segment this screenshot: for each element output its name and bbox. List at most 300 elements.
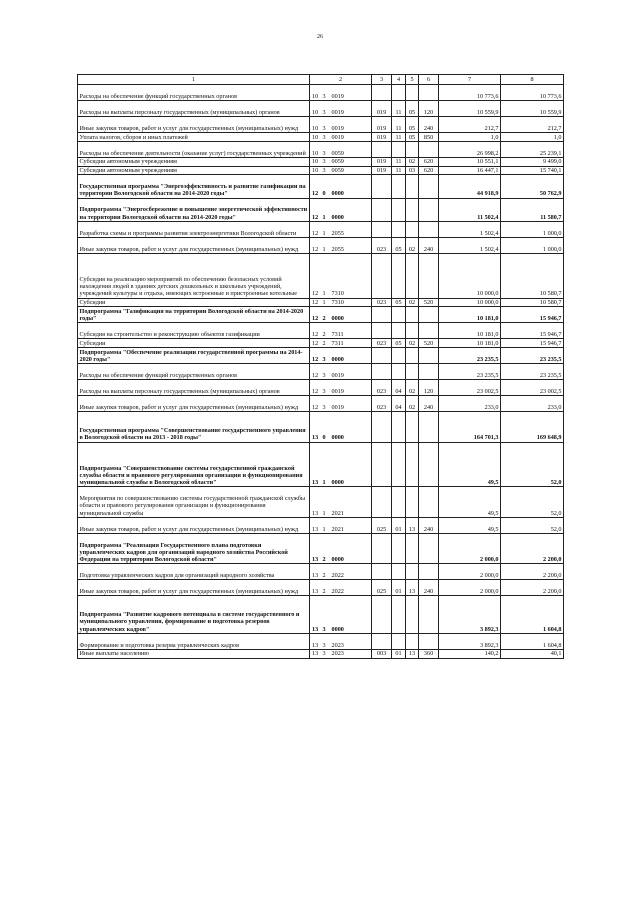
table-row — [78, 221, 564, 237]
row-value-col8-cell: 52,0 — [501, 517, 564, 533]
row-csr-subprogram-cell: 1 — [321, 442, 330, 487]
row-csr-subprogram-cell: 2 — [321, 564, 330, 580]
row-name-cell: Государственная программа "Энергоэффективность и развитие газификации на территории Вологодской области на 2014-2020 годы" — [78, 175, 310, 198]
row-csr-program-cell: 10 — [310, 117, 321, 133]
row-name-cell: Субсидия на реализацию мероприятий по обеспечению безопасных условий нахождения людей в зданиях детских дошкольных и школьных учреждений, учреждений культуры и отдыха, имеющих встроенные и пристроенные котельные — [78, 253, 310, 298]
row-ved-cell: 023 — [372, 396, 392, 412]
row-csr-program-cell: 12 — [310, 175, 321, 198]
row-name-cell: Иные закупки товаров, работ и услуг для государственных (муниципальных) нужд — [78, 580, 310, 596]
row-vr-cell — [419, 533, 439, 563]
row-pr-cell — [406, 533, 419, 563]
row-ved-cell — [372, 253, 392, 298]
header-col-5: 5 — [406, 75, 419, 85]
row-name-cell: Субсидия на строительство и реконструкцию объектов газификации — [78, 323, 310, 339]
row-csr-program-cell: 13 — [310, 442, 321, 487]
row-value-col8-cell: 1 000,0 — [501, 237, 564, 253]
row-name-cell: Подпрограмма "Реализация Государственного плана подготовки управленческих кадров для организаций народного хозяйства Российской Федерации на территории Вологодской области" — [78, 533, 310, 563]
row-ved-cell: 019 — [372, 117, 392, 133]
table-row — [78, 364, 564, 380]
row-value-col7-cell: 212,7 — [439, 117, 501, 133]
row-pr-cell: 02 — [406, 237, 419, 253]
table-row — [78, 442, 564, 487]
row-ved-cell — [372, 442, 392, 487]
row-pr-cell: 13 — [406, 649, 419, 658]
row-rz-cell — [392, 348, 406, 364]
table-row — [78, 237, 564, 253]
row-csr-program-cell: 13 — [310, 649, 321, 658]
row-rz-cell: 05 — [392, 298, 406, 307]
row-csr-program-cell: 13 — [310, 517, 321, 533]
row-name-cell: Иные закупки товаров, работ и услуг для государственных (муниципальных) нужд — [78, 117, 310, 133]
row-csr-subprogram-cell: 0 — [321, 175, 330, 198]
row-vr-cell — [419, 596, 439, 634]
row-vr-cell — [419, 253, 439, 298]
row-csr-subprogram-cell: 3 — [321, 649, 330, 658]
row-name-cell: Подпрограмма "Совершенствование системы государственной гражданской службы области и правового регулирования организации и функционирования муниципальной службы в Вологодской области" — [78, 442, 310, 487]
row-value-col7-cell: 49,5 — [439, 517, 501, 533]
row-csr-program-cell: 10 — [310, 166, 321, 175]
row-csr-subprogram-cell: 1 — [321, 517, 330, 533]
row-csr-subprogram-cell: 1 — [321, 487, 330, 517]
row-csr-program-cell: 12 — [310, 307, 321, 323]
row-csr-subprogram-cell: 2 — [321, 339, 330, 348]
row-value-col7-cell: 10 551,1 — [439, 157, 501, 166]
row-name-cell: Субсидии автономным учреждениям — [78, 157, 310, 166]
row-csr-code-cell: 7310 — [330, 253, 372, 298]
row-name-cell: Субсидии автономным учреждениям — [78, 166, 310, 175]
header-col-4: 4 — [392, 75, 406, 85]
row-pr-cell: 03 — [406, 166, 419, 175]
row-rz-cell: 11 — [392, 157, 406, 166]
row-ved-cell — [372, 633, 392, 649]
row-value-col8-cell: 52,0 — [501, 442, 564, 487]
row-csr-code-cell: 0059 — [330, 141, 372, 157]
row-value-col7-cell: 16 447,1 — [439, 166, 501, 175]
row-rz-cell: 01 — [392, 649, 406, 658]
row-csr-program-cell: 10 — [310, 133, 321, 142]
table-row — [78, 580, 564, 596]
row-value-col7-cell: 2 000,0 — [439, 580, 501, 596]
row-csr-program-cell: 13 — [310, 596, 321, 634]
row-csr-code-cell: 0000 — [330, 596, 372, 634]
row-csr-subprogram-cell: 1 — [321, 198, 330, 221]
row-vr-cell: 240 — [419, 117, 439, 133]
table-row — [78, 412, 564, 442]
row-value-col8-cell: 23 235,5 — [501, 348, 564, 364]
row-pr-cell — [406, 348, 419, 364]
row-value-col8-cell: 2 200,0 — [501, 564, 564, 580]
row-pr-cell — [406, 442, 419, 487]
row-ved-cell — [372, 348, 392, 364]
row-pr-cell — [406, 364, 419, 380]
row-ved-cell: 023 — [372, 380, 392, 396]
row-value-col8-cell: 9 499,0 — [501, 157, 564, 166]
row-value-col7-cell: 2 000,0 — [439, 564, 501, 580]
table-row — [78, 633, 564, 649]
row-name-cell: Подпрограмма "Развитие кадрового потенциала в системе государственного и муниципального управления, формирование и подготовка резервов управленческих кадров" — [78, 596, 310, 634]
row-csr-code-cell: 7310 — [330, 298, 372, 307]
row-rz-cell: 05 — [392, 339, 406, 348]
row-csr-program-cell: 12 — [310, 253, 321, 298]
row-ved-cell — [372, 533, 392, 563]
row-csr-program-cell: 12 — [310, 396, 321, 412]
row-csr-program-cell: 13 — [310, 487, 321, 517]
row-ved-cell — [372, 221, 392, 237]
row-csr-code-cell: 2022 — [330, 564, 372, 580]
row-pr-cell: 02 — [406, 157, 419, 166]
row-rz-cell: 11 — [392, 133, 406, 142]
row-rz-cell — [392, 412, 406, 442]
row-csr-code-cell: 7311 — [330, 323, 372, 339]
row-value-col8-cell: 2 200,0 — [501, 580, 564, 596]
row-csr-subprogram-cell: 1 — [321, 221, 330, 237]
row-csr-subprogram-cell: 3 — [321, 157, 330, 166]
row-name-cell: Формирование и подготовка резерва управленческих кадров — [78, 633, 310, 649]
header-col-1: 1 — [78, 75, 310, 85]
row-name-cell: Уплата налогов, сборов и иных платежей — [78, 133, 310, 142]
row-ved-cell — [372, 412, 392, 442]
row-csr-program-cell: 12 — [310, 298, 321, 307]
row-value-col7-cell: 26 998,2 — [439, 141, 501, 157]
row-pr-cell — [406, 412, 419, 442]
row-name-cell: Подпрограмма "Газификация на территории Вологодской области на 2014-2020 годы" — [78, 307, 310, 323]
row-value-col7-cell: 23 235,5 — [439, 348, 501, 364]
table-row — [78, 141, 564, 157]
row-name-cell: Расходы на обеспечение деятельности (оказание услуг) государственных учреждений — [78, 141, 310, 157]
row-ved-cell — [372, 487, 392, 517]
row-value-col7-cell: 10 181,0 — [439, 323, 501, 339]
row-value-col7-cell: 164 701,3 — [439, 412, 501, 442]
row-ved-cell — [372, 85, 392, 101]
row-rz-cell — [392, 221, 406, 237]
row-vr-cell — [419, 487, 439, 517]
row-vr-cell — [419, 141, 439, 157]
row-csr-subprogram-cell: 3 — [321, 380, 330, 396]
row-vr-cell — [419, 412, 439, 442]
row-ved-cell: 025 — [372, 580, 392, 596]
row-pr-cell — [406, 633, 419, 649]
row-ved-cell — [372, 596, 392, 634]
row-value-col8-cell: 1,0 — [501, 133, 564, 142]
row-rz-cell — [392, 364, 406, 380]
row-value-col7-cell: 23 235,5 — [439, 364, 501, 380]
row-csr-program-cell: 12 — [310, 198, 321, 221]
row-name-cell: Подготовка управленческих кадров для организаций народного хозяйства — [78, 564, 310, 580]
row-vr-cell: 120 — [419, 101, 439, 117]
table-body — [78, 85, 564, 659]
row-vr-cell: 850 — [419, 133, 439, 142]
budget-table — [77, 74, 564, 659]
row-csr-subprogram-cell: 1 — [321, 298, 330, 307]
table-row — [78, 175, 564, 198]
row-csr-subprogram-cell: 3 — [321, 348, 330, 364]
row-csr-code-cell: 2055 — [330, 221, 372, 237]
row-value-col8-cell: 10 580,7 — [501, 253, 564, 298]
row-pr-cell: 05 — [406, 133, 419, 142]
row-vr-cell: 520 — [419, 339, 439, 348]
row-csr-code-cell: 0000 — [330, 198, 372, 221]
table-row — [78, 564, 564, 580]
page-number: 26 — [317, 34, 323, 40]
row-csr-code-cell: 0000 — [330, 348, 372, 364]
row-csr-subprogram-cell: 1 — [321, 237, 330, 253]
row-csr-code-cell: 0000 — [330, 442, 372, 487]
table-row — [78, 85, 564, 101]
row-csr-code-cell: 0059 — [330, 166, 372, 175]
row-pr-cell — [406, 85, 419, 101]
table-row — [78, 487, 564, 517]
table-row — [78, 157, 564, 166]
row-rz-cell — [392, 533, 406, 563]
row-csr-program-cell: 12 — [310, 348, 321, 364]
row-vr-cell: 620 — [419, 166, 439, 175]
row-csr-code-cell: 0000 — [330, 175, 372, 198]
row-rz-cell — [392, 307, 406, 323]
row-value-col7-cell: 1 502,4 — [439, 237, 501, 253]
row-value-col7-cell: 49,5 — [439, 487, 501, 517]
table-row — [78, 307, 564, 323]
row-ved-cell — [372, 364, 392, 380]
row-vr-cell: 240 — [419, 517, 439, 533]
row-csr-subprogram-cell: 0 — [321, 412, 330, 442]
table-row — [78, 101, 564, 117]
row-rz-cell — [392, 323, 406, 339]
row-value-col8-cell: 212,7 — [501, 117, 564, 133]
row-value-col8-cell: 1 604,8 — [501, 596, 564, 634]
table-row — [78, 198, 564, 221]
row-value-col7-cell: 3 892,3 — [439, 633, 501, 649]
row-csr-subprogram-cell: 2 — [321, 323, 330, 339]
row-value-col7-cell: 1,0 — [439, 133, 501, 142]
row-csr-program-cell: 13 — [310, 580, 321, 596]
row-pr-cell — [406, 564, 419, 580]
row-pr-cell: 02 — [406, 298, 419, 307]
row-name-cell: Подпрограмма "Энергосбережение и повышение энергетической эффективности на территории Вологодской области на 2014-2020 годы" — [78, 198, 310, 221]
row-value-col7-cell: 10 000,0 — [439, 253, 501, 298]
table-row — [78, 596, 564, 634]
row-csr-subprogram-cell: 3 — [321, 133, 330, 142]
row-vr-cell: 240 — [419, 396, 439, 412]
row-value-col8-cell: 169 648,9 — [501, 412, 564, 442]
row-name-cell: Мероприятия по совершенствованию системы государственной гражданской службы области и правового регулирования организации и функционирования муниципальной службы — [78, 487, 310, 517]
table-row — [78, 117, 564, 133]
row-rz-cell — [392, 487, 406, 517]
header-col-6: 6 — [419, 75, 439, 85]
row-value-col8-cell: 11 580,7 — [501, 198, 564, 221]
row-vr-cell: 360 — [419, 649, 439, 658]
row-value-col7-cell: 10 773,6 — [439, 85, 501, 101]
row-csr-code-cell: 0019 — [330, 117, 372, 133]
row-value-col7-cell: 10 559,9 — [439, 101, 501, 117]
table-row — [78, 380, 564, 396]
row-value-col8-cell: 23 235,5 — [501, 364, 564, 380]
row-csr-code-cell: 2023 — [330, 649, 372, 658]
row-value-col7-cell: 3 892,3 — [439, 596, 501, 634]
row-vr-cell — [419, 633, 439, 649]
row-pr-cell: 02 — [406, 380, 419, 396]
row-name-cell: Расходы на выплаты персоналу государственных (муниципальных) органов — [78, 101, 310, 117]
row-rz-cell: 11 — [392, 101, 406, 117]
row-value-col8-cell: 52,0 — [501, 487, 564, 517]
row-rz-cell: 11 — [392, 166, 406, 175]
row-ved-cell: 019 — [372, 133, 392, 142]
row-rz-cell: 04 — [392, 396, 406, 412]
row-csr-program-cell: 12 — [310, 380, 321, 396]
table-row — [78, 339, 564, 348]
row-csr-code-cell: 0019 — [330, 101, 372, 117]
row-vr-cell: 240 — [419, 237, 439, 253]
row-csr-code-cell: 0019 — [330, 396, 372, 412]
table-row — [78, 253, 564, 298]
row-name-cell: Государственная программа "Совершенствование государственного управления в Вологодской области на 2013 - 2018 годы" — [78, 412, 310, 442]
row-csr-code-cell: 0059 — [330, 157, 372, 166]
row-csr-code-cell: 0000 — [330, 533, 372, 563]
row-ved-cell — [372, 198, 392, 221]
row-csr-program-cell: 12 — [310, 237, 321, 253]
row-value-col8-cell: 10 580,7 — [501, 298, 564, 307]
row-vr-cell: 240 — [419, 580, 439, 596]
row-pr-cell: 13 — [406, 517, 419, 533]
row-rz-cell — [392, 253, 406, 298]
row-pr-cell: 02 — [406, 396, 419, 412]
row-value-col8-cell: 15 740,1 — [501, 166, 564, 175]
row-csr-subprogram-cell: 3 — [321, 596, 330, 634]
row-rz-cell: 04 — [392, 380, 406, 396]
header-col-8: 8 — [501, 75, 564, 85]
row-ved-cell — [372, 141, 392, 157]
row-ved-cell: 025 — [372, 517, 392, 533]
row-csr-program-cell: 12 — [310, 221, 321, 237]
row-pr-cell — [406, 221, 419, 237]
row-value-col8-cell: 15 946,7 — [501, 339, 564, 348]
row-value-col7-cell: 233,0 — [439, 396, 501, 412]
row-pr-cell: 05 — [406, 117, 419, 133]
row-csr-subprogram-cell: 1 — [321, 253, 330, 298]
row-value-col7-cell: 23 002,5 — [439, 380, 501, 396]
table-row — [78, 649, 564, 658]
row-rz-cell: 11 — [392, 117, 406, 133]
row-vr-cell — [419, 348, 439, 364]
row-value-col8-cell: 233,0 — [501, 396, 564, 412]
row-name-cell: Расходы на выплаты персоналу государственных (муниципальных) органов — [78, 380, 310, 396]
row-pr-cell — [406, 253, 419, 298]
row-csr-program-cell: 12 — [310, 364, 321, 380]
row-csr-subprogram-cell: 3 — [321, 141, 330, 157]
table-row — [78, 166, 564, 175]
row-value-col7-cell: 44 918,9 — [439, 175, 501, 198]
table-row — [78, 517, 564, 533]
row-csr-code-cell: 2022 — [330, 580, 372, 596]
row-ved-cell: 003 — [372, 649, 392, 658]
row-pr-cell — [406, 487, 419, 517]
row-vr-cell — [419, 442, 439, 487]
row-value-col7-cell: 49,5 — [439, 442, 501, 487]
row-csr-subprogram-cell: 3 — [321, 633, 330, 649]
table-row — [78, 533, 564, 563]
row-csr-code-cell: 0000 — [330, 307, 372, 323]
row-ved-cell: 023 — [372, 339, 392, 348]
row-ved-cell: 019 — [372, 101, 392, 117]
table-row — [78, 323, 564, 339]
row-rz-cell — [392, 633, 406, 649]
row-csr-code-cell: 2021 — [330, 487, 372, 517]
row-value-col7-cell: 1 502,4 — [439, 221, 501, 237]
row-rz-cell: 01 — [392, 580, 406, 596]
row-rz-cell — [392, 442, 406, 487]
row-name-cell: Иные закупки товаров, работ и услуг для государственных (муниципальных) нужд — [78, 237, 310, 253]
row-csr-code-cell: 2023 — [330, 633, 372, 649]
row-csr-subprogram-cell: 3 — [321, 117, 330, 133]
row-name-cell: Иные закупки товаров, работ и услуг для государственных (муниципальных) нужд — [78, 396, 310, 412]
row-value-col8-cell: 10 773,6 — [501, 85, 564, 101]
row-csr-code-cell: 0000 — [330, 412, 372, 442]
row-ved-cell: 023 — [372, 237, 392, 253]
row-pr-cell — [406, 596, 419, 634]
row-csr-code-cell: 0019 — [330, 380, 372, 396]
row-vr-cell: 620 — [419, 157, 439, 166]
row-csr-code-cell: 7311 — [330, 339, 372, 348]
row-name-cell: Субсидии — [78, 298, 310, 307]
row-value-col8-cell: 40,1 — [501, 649, 564, 658]
table-row — [78, 348, 564, 364]
row-csr-code-cell: 0019 — [330, 364, 372, 380]
row-pr-cell: 02 — [406, 339, 419, 348]
row-ved-cell — [372, 175, 392, 198]
row-rz-cell — [392, 85, 406, 101]
row-name-cell: Подпрограмма "Обеспечение реализации государственной программы на 2014-2020 годы" — [78, 348, 310, 364]
row-csr-subprogram-cell: 3 — [321, 364, 330, 380]
row-name-cell: Субсидии — [78, 339, 310, 348]
row-value-col8-cell: 15 946,7 — [501, 323, 564, 339]
row-vr-cell — [419, 175, 439, 198]
row-csr-code-cell: 0019 — [330, 133, 372, 142]
row-rz-cell — [392, 596, 406, 634]
row-value-col7-cell: 140,2 — [439, 649, 501, 658]
row-csr-subprogram-cell: 2 — [321, 307, 330, 323]
row-ved-cell — [372, 323, 392, 339]
row-vr-cell — [419, 323, 439, 339]
row-value-col8-cell: 50 762,9 — [501, 175, 564, 198]
row-vr-cell — [419, 85, 439, 101]
row-vr-cell: 120 — [419, 380, 439, 396]
row-ved-cell: 023 — [372, 298, 392, 307]
row-name-cell: Расходы на обеспечение функций государственных органов — [78, 364, 310, 380]
row-csr-subprogram-cell: 2 — [321, 580, 330, 596]
row-vr-cell — [419, 564, 439, 580]
row-vr-cell — [419, 364, 439, 380]
row-pr-cell — [406, 198, 419, 221]
row-vr-cell: 520 — [419, 298, 439, 307]
row-csr-program-cell: 13 — [310, 533, 321, 563]
row-csr-program-cell: 13 — [310, 633, 321, 649]
row-csr-program-cell: 13 — [310, 564, 321, 580]
row-csr-program-cell: 12 — [310, 339, 321, 348]
row-rz-cell: 05 — [392, 237, 406, 253]
row-pr-cell — [406, 175, 419, 198]
row-vr-cell — [419, 307, 439, 323]
row-value-col8-cell: 1 000,0 — [501, 221, 564, 237]
row-rz-cell — [392, 198, 406, 221]
row-pr-cell: 13 — [406, 580, 419, 596]
row-value-col7-cell: 10 181,0 — [439, 339, 501, 348]
row-value-col7-cell: 2 000,0 — [439, 533, 501, 563]
row-pr-cell — [406, 323, 419, 339]
header-col-7: 7 — [439, 75, 501, 85]
row-value-col8-cell: 25 239,1 — [501, 141, 564, 157]
row-csr-code-cell: 2021 — [330, 517, 372, 533]
row-ved-cell — [372, 307, 392, 323]
row-value-col8-cell: 1 604,8 — [501, 633, 564, 649]
